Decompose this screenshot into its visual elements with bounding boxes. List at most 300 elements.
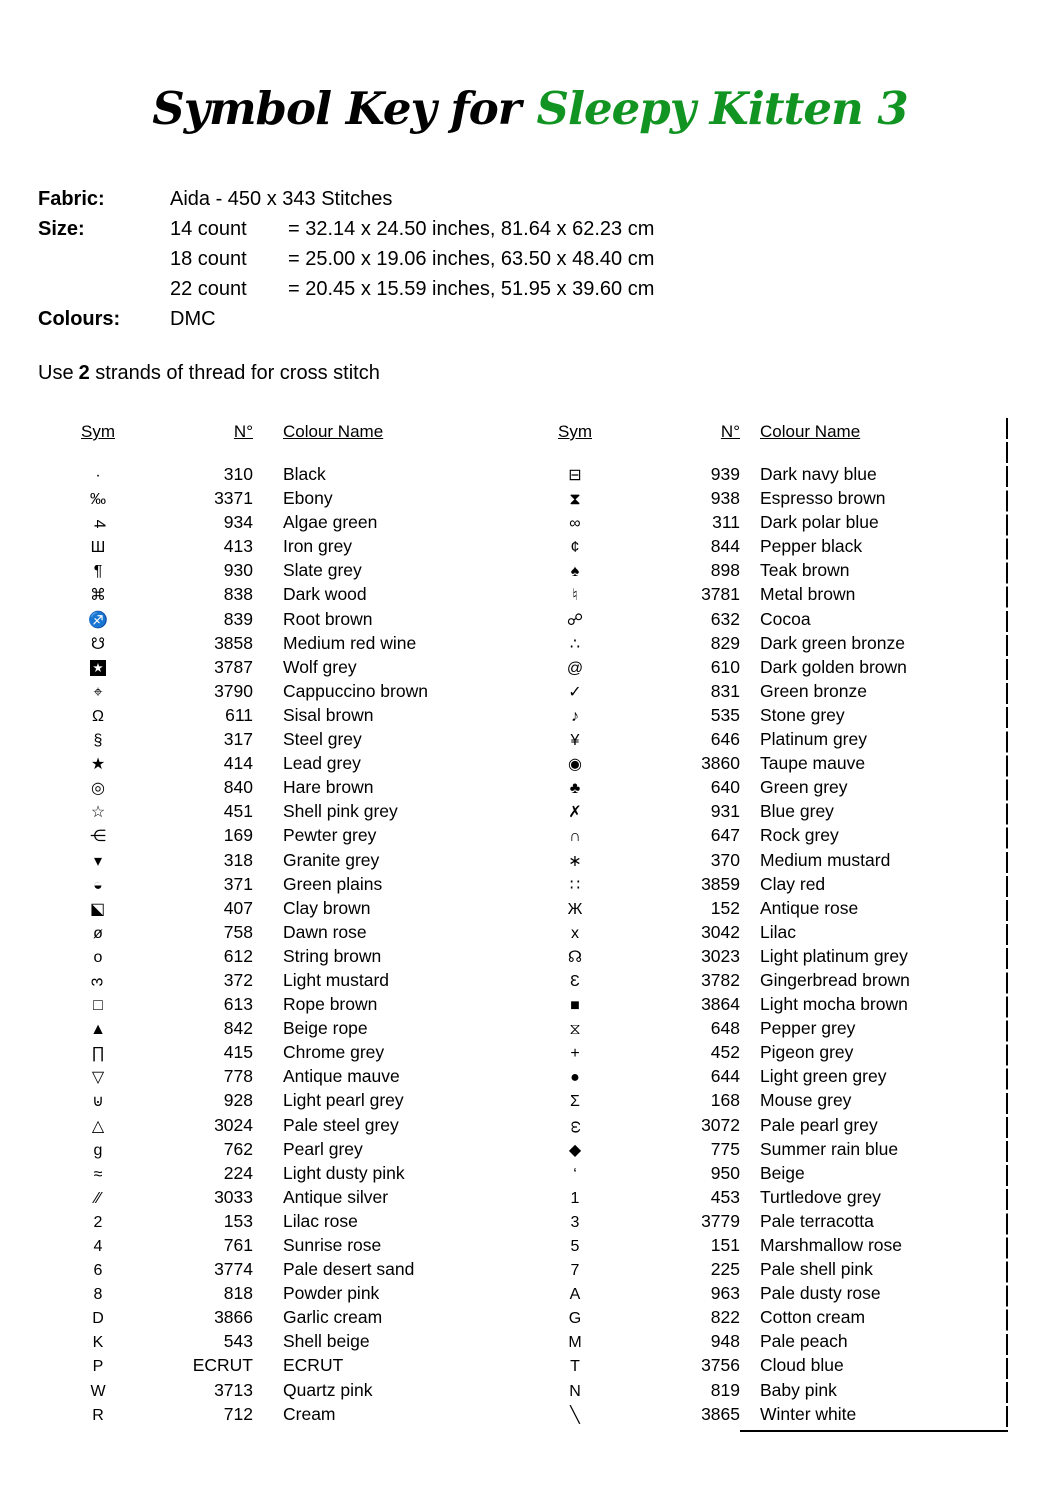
stitch-symbol: § [93, 732, 103, 750]
fabric-label: Fabric: [38, 188, 105, 210]
colour-name-cell: Dawn rose [283, 921, 367, 942]
colour-name-cell: Dark green bronze [760, 632, 905, 653]
stitch-symbol: ▲ [90, 1021, 106, 1039]
dmc-number-cell: 415 [223, 1042, 253, 1063]
dmc-number-cell: 3042 [701, 921, 740, 942]
dmc-number-cell: 950 [710, 1162, 740, 1183]
table-row [58, 1329, 518, 1353]
dmc-number-cell: 543 [223, 1331, 253, 1352]
stitch-symbol: ⌘ [90, 587, 106, 605]
dmc-number-cell: 818 [223, 1283, 253, 1304]
table-row [530, 1137, 1007, 1161]
dmc-number-cell: 3864 [701, 994, 740, 1015]
symbol-cell [58, 510, 138, 534]
size-count: 14 count [170, 218, 247, 240]
colour-name-cell: Dark golden brown [760, 656, 907, 677]
stitch-symbol: ☆ [90, 804, 106, 822]
stitch-symbol: ⧗ [569, 491, 581, 509]
stitch-symbol: Ɛ [570, 972, 580, 990]
table-row [530, 534, 1007, 558]
dmc-number-cell: 3774 [214, 1259, 253, 1280]
stitch-symbol: ★ [90, 756, 106, 774]
table-row [58, 896, 518, 920]
colour-name-cell: Lilac [760, 921, 796, 942]
dmc-number-cell: 3779 [701, 1210, 740, 1231]
stitch-symbol: ♮ [572, 587, 578, 605]
dmc-number-cell: 778 [223, 1066, 253, 1087]
dmc-number-cell: 3866 [214, 1307, 253, 1328]
symbol-cell [58, 1088, 138, 1112]
stitch-symbol: g [93, 1141, 103, 1159]
symbol-cell [530, 848, 620, 872]
stitch-symbol: + [570, 1045, 580, 1063]
table-row [58, 1281, 518, 1305]
colour-name-cell: Rock grey [760, 825, 839, 846]
colour-name-cell: Marshmallow rose [760, 1235, 902, 1255]
stitch-symbol: ★ [90, 660, 106, 676]
colour-name-cell: Pepper grey [760, 1018, 856, 1039]
table-row [58, 1161, 518, 1185]
colour-name-cell: Chrome grey [283, 1042, 385, 1063]
header-sym: Sym [81, 422, 115, 441]
table-row [530, 823, 1007, 847]
table-row [58, 968, 518, 992]
table-row [530, 848, 1007, 872]
size-count: 22 count [170, 278, 247, 300]
stitch-symbol: ≈ [93, 1165, 103, 1183]
dmc-number-cell: 761 [223, 1235, 253, 1255]
stitch-symbol: K [92, 1334, 104, 1352]
colour-name-cell: Cotton cream [760, 1307, 866, 1328]
symbol-cell [530, 799, 620, 823]
dmc-number-cell: 948 [710, 1331, 740, 1352]
stitch-symbol: 7 [570, 1262, 580, 1280]
symbol-cell [530, 703, 620, 727]
page-title [0, 82, 1060, 135]
table-row [58, 1064, 518, 1088]
colour-name-cell: Black [283, 464, 326, 484]
symbol-cell [58, 534, 138, 558]
colour-name-cell: Pale desert sand [283, 1259, 415, 1280]
symbol-cell [530, 607, 620, 631]
stitch-symbol: ∏ [91, 1045, 105, 1063]
table-row [58, 1209, 518, 1233]
symbol-cell [530, 751, 620, 775]
dmc-number-cell: 930 [223, 560, 253, 581]
colour-name-cell: Medium mustard [760, 849, 891, 870]
colour-name-cell: Steel grey [283, 729, 362, 750]
colour-name-cell: Shell pink grey [283, 801, 398, 822]
stitch-symbol: N [569, 1382, 581, 1400]
stitch-symbol: ⊍ [92, 1093, 104, 1111]
stitch-symbol: 5 [570, 1238, 580, 1255]
table-row [530, 799, 1007, 823]
colour-name-cell: Gingerbread brown [760, 969, 910, 990]
symbol-cell [530, 1016, 620, 1040]
stitch-symbol: M [568, 1334, 582, 1352]
stitch-symbol: 1 [570, 1189, 580, 1207]
symbol-cell [58, 1113, 138, 1137]
strands-prefix: Use [38, 362, 74, 384]
dmc-number-cell: 372 [223, 969, 253, 990]
symbol-cell [58, 1040, 138, 1064]
colour-name-cell: Baby pink [760, 1379, 837, 1400]
colour-name-cell: Espresso brown [760, 488, 886, 509]
table-row [530, 1233, 1007, 1257]
table-row [530, 944, 1007, 968]
colour-name-cell: Quartz pink [283, 1379, 373, 1400]
symbol-cell [58, 992, 138, 1016]
table-row [58, 751, 518, 775]
fabric-value: Aida - 450 x 343 Stitches [170, 188, 393, 210]
table-row [530, 920, 1007, 944]
dmc-number-cell: 318 [223, 849, 253, 870]
dmc-number-cell: 939 [710, 464, 740, 484]
colour-name-cell: Clay brown [283, 897, 371, 918]
stitch-symbol: @ [566, 659, 584, 677]
colour-name-cell: Medium red wine [283, 632, 417, 653]
stitch-symbol: ▽ [91, 1069, 105, 1087]
header-sym: Sym [558, 422, 592, 441]
colour-name-cell: Summer rain blue [760, 1138, 899, 1159]
dmc-number-cell: 371 [223, 873, 253, 894]
stitch-symbol: ☋ [90, 635, 106, 653]
stitch-symbol: Ж [567, 900, 583, 918]
table-row [58, 1233, 518, 1257]
stitch-symbol: 4 [90, 519, 108, 529]
size-dims: = 20.45 x 15.59 inches, 51.95 x 39.60 cm [288, 278, 655, 300]
symbol-cell [530, 944, 620, 968]
symbol-cell [58, 1137, 138, 1161]
table-row [530, 896, 1007, 920]
symbol-cell [58, 1281, 138, 1305]
stitch-symbol: D [92, 1310, 104, 1328]
symbol-cell [530, 1088, 620, 1112]
stitch-symbol: ♐ [88, 611, 108, 629]
table-row [530, 655, 1007, 679]
colour-name-cell: Mouse grey [760, 1090, 852, 1111]
dmc-number-cell: 3713 [214, 1379, 253, 1400]
table-row [58, 607, 518, 631]
stitch-symbol: Ω [92, 707, 104, 725]
table-row [530, 992, 1007, 1016]
dmc-number-cell: 451 [223, 801, 253, 822]
colour-name-cell: Sisal brown [283, 704, 374, 725]
symbol-cell [58, 1329, 138, 1353]
dmc-number-cell: 838 [223, 584, 253, 605]
table-row [530, 1113, 1007, 1137]
table-row [58, 1378, 518, 1402]
table-row [58, 1257, 518, 1281]
size-dims: = 25.00 x 19.06 inches, 63.50 x 48.40 cm [288, 248, 655, 270]
colour-name-cell: Pale dusty rose [760, 1283, 881, 1304]
colour-name-cell: Platinum grey [760, 729, 867, 750]
dmc-number-cell: 407 [223, 897, 253, 918]
dmc-number-cell: 3781 [701, 584, 740, 605]
dmc-number-cell: 819 [710, 1379, 740, 1400]
symbol-cell [530, 920, 620, 944]
table-row [58, 558, 518, 582]
symbol-cell [58, 727, 138, 751]
stitch-symbol: ¥ [570, 732, 580, 750]
header-colour-name: Colour Name [760, 422, 861, 441]
symbol-cell [530, 872, 620, 896]
size-line [170, 274, 654, 304]
dmc-number-cell: 3023 [701, 945, 740, 966]
symbol-cell [530, 534, 620, 558]
stitch-symbol: ⊟ [568, 467, 582, 484]
stitch-symbol: ▾ [93, 852, 103, 870]
symbol-cell [530, 558, 620, 582]
colour-name-cell: Pale pearl grey [760, 1114, 878, 1135]
symbol-table-right [530, 420, 1007, 1426]
colour-name-cell: Cocoa [760, 608, 811, 629]
colour-name-cell: Pearl grey [283, 1138, 363, 1159]
stitch-symbol: 2 [93, 1213, 103, 1231]
symbol-cell [530, 631, 620, 655]
dmc-number-cell: 775 [710, 1138, 740, 1159]
symbol-cell [58, 486, 138, 510]
stitch-symbol: ‰ [90, 491, 106, 509]
colour-name-cell: Light pearl grey [283, 1090, 404, 1111]
stitch-symbol: P [92, 1358, 104, 1376]
colour-name-cell: Garlic cream [283, 1307, 383, 1328]
symbol-cell [58, 1161, 138, 1185]
dmc-number-cell: 370 [710, 849, 740, 870]
colour-name-cell: Taupe mauve [760, 753, 866, 774]
spacer [38, 244, 170, 274]
table-row [58, 848, 518, 872]
table-row [530, 1209, 1007, 1233]
colour-name-cell: Cloud blue [760, 1355, 844, 1376]
table-row [530, 1185, 1007, 1209]
stitch-symbol: ⧖ [569, 1021, 581, 1039]
colour-name-cell: Beige [760, 1162, 805, 1183]
table-row [530, 751, 1007, 775]
symbol-cell [58, 582, 138, 606]
symbol-cell [58, 823, 138, 847]
symbol-cell [530, 1233, 620, 1257]
dmc-number-cell: 3860 [701, 753, 740, 774]
stitch-symbol: Σ [570, 1093, 580, 1111]
dmc-number-cell: 151 [710, 1235, 740, 1255]
header-colour-name: Colour Name [283, 422, 384, 441]
symbol-cell [530, 1185, 620, 1209]
dmc-number-cell: 168 [710, 1090, 740, 1111]
dmc-number-cell: 610 [710, 656, 740, 677]
stitch-symbol: ∗ [568, 852, 582, 870]
table-row [58, 1185, 518, 1209]
stitch-symbol: · [95, 467, 101, 484]
colour-name-cell: Pepper black [760, 536, 863, 557]
colour-name-cell: Blue grey [760, 801, 834, 822]
colour-name-cell: Dark navy blue [760, 464, 877, 484]
symbol-cell [530, 1137, 620, 1161]
table-row [58, 486, 518, 510]
strands-note [38, 362, 385, 385]
symbol-cell [530, 1378, 620, 1402]
table-row [530, 1329, 1007, 1353]
dmc-number-cell: 612 [223, 945, 253, 966]
dmc-number-cell: 452 [710, 1042, 740, 1063]
symbol-cell [58, 968, 138, 992]
table-row [530, 727, 1007, 751]
colour-name-cell: Winter white [760, 1403, 857, 1424]
table-row [530, 1161, 1007, 1185]
colours-label: Colours: [38, 308, 121, 330]
size-line [170, 244, 654, 274]
dmc-number-cell: 931 [710, 801, 740, 822]
stitch-symbol: ∴ [569, 635, 581, 653]
table-row [58, 872, 518, 896]
stitch-symbol: ● [570, 1069, 580, 1087]
stitch-symbol: ◎ [91, 780, 105, 798]
dmc-number-cell: 839 [223, 608, 253, 629]
colour-name-cell: Iron grey [283, 536, 353, 557]
dmc-number-cell: 3858 [214, 632, 253, 653]
symbol-cell [530, 510, 620, 534]
stitch-symbol: △ [91, 1117, 105, 1135]
colour-name-cell: Antique mauve [283, 1066, 400, 1087]
stitch-symbol: ø [93, 924, 103, 942]
symbol-cell [58, 703, 138, 727]
dmc-number-cell: 928 [223, 1090, 253, 1111]
colour-name-cell: Green plains [283, 873, 383, 894]
colour-name-cell: Light platinum grey [760, 945, 908, 966]
table-row [58, 1040, 518, 1064]
dmc-number-cell: 640 [710, 777, 740, 798]
symbol-cell [530, 1305, 620, 1329]
stitch-symbol: Ш [90, 539, 106, 557]
stitch-symbol: ✗ [568, 804, 582, 822]
symbol-cell [530, 1113, 620, 1137]
colour-name-cell: Pigeon grey [760, 1042, 854, 1063]
dmc-number-cell: 758 [223, 921, 253, 942]
table-row [58, 944, 518, 968]
colour-name-cell: Pale terracotta [760, 1210, 874, 1231]
colour-name-cell: Wolf grey [283, 656, 357, 677]
symbol-cell [530, 775, 620, 799]
symbol-cell [58, 607, 138, 631]
stitch-symbol: 8 [93, 1286, 103, 1304]
dmc-number-cell: 453 [710, 1186, 740, 1207]
symbol-cell [530, 1281, 620, 1305]
stitch-symbol: 3 [570, 1213, 580, 1231]
dmc-number-cell: 829 [710, 632, 740, 653]
title-prefix: Symbol Key for [152, 82, 521, 135]
colour-name-cell: Granite grey [283, 849, 380, 870]
table-row [58, 1088, 518, 1112]
colour-name-cell: Hare brown [283, 777, 374, 798]
colour-name-cell: Cream [283, 1403, 336, 1424]
symbol-cell [58, 1257, 138, 1281]
size-count: 18 count [170, 248, 247, 270]
table-row [530, 1064, 1007, 1088]
dmc-number-cell: 414 [223, 753, 253, 774]
stitch-symbol: G [568, 1310, 582, 1328]
stitch-symbol: ‘ [573, 1165, 577, 1183]
symbol-cell [530, 1161, 620, 1185]
stitch-symbol: ⋲ [90, 828, 106, 846]
colour-name-cell: Green grey [760, 777, 848, 798]
stitch-symbol: ✓ [568, 683, 582, 701]
symbol-cell [58, 848, 138, 872]
colour-name-cell: Dark polar blue [760, 512, 879, 533]
symbol-cell [530, 582, 620, 606]
stitch-symbol: ♠ [570, 563, 580, 581]
table-header [58, 420, 518, 444]
table-row [58, 582, 518, 606]
symbol-cell [530, 486, 620, 510]
stitch-symbol: A [569, 1286, 581, 1304]
dmc-number-cell: 3024 [214, 1114, 253, 1135]
table-row [530, 1016, 1007, 1040]
stitch-symbol: ☍ [566, 611, 584, 629]
colour-name-cell: Ebony [283, 488, 333, 509]
dmc-number-cell: 611 [225, 704, 253, 725]
colour-name-cell: Pale peach [760, 1331, 848, 1352]
stitch-symbol: ◆ [568, 1141, 582, 1159]
stitch-symbol: 3 [88, 977, 106, 987]
symbol-cell [530, 1064, 620, 1088]
spacer [38, 274, 170, 304]
colour-name-cell: Pale shell pink [760, 1259, 873, 1280]
dmc-number-cell: 842 [223, 1018, 253, 1039]
colour-name-cell: ECRUT [283, 1355, 344, 1376]
stitch-symbol: ⌖ [93, 683, 103, 701]
symbol-cell [58, 920, 138, 944]
table-row [58, 1402, 518, 1426]
table-row [530, 631, 1007, 655]
colour-name-cell: Algae green [283, 512, 378, 533]
dmc-number-cell: 632 [710, 608, 740, 629]
table-row [58, 1137, 518, 1161]
dmc-number-cell: 644 [710, 1066, 740, 1087]
colour-name-cell: Rope brown [283, 994, 378, 1015]
dmc-number-cell: 224 [223, 1162, 253, 1183]
stitch-symbol: ∞ [569, 515, 581, 533]
symbol-cell [58, 631, 138, 655]
symbol-cell [530, 1209, 620, 1233]
table-row [530, 775, 1007, 799]
table-row [58, 631, 518, 655]
stitch-symbol: ¶ [93, 563, 103, 581]
colour-name-cell: Light green grey [760, 1066, 887, 1087]
symbol-cell [530, 968, 620, 992]
table-row [530, 679, 1007, 703]
table-row [58, 462, 518, 486]
colour-name-cell: Sunrise rose [283, 1235, 382, 1255]
table-row [530, 1353, 1007, 1377]
dmc-number-cell: 169 [223, 825, 253, 846]
symbol-cell [530, 462, 620, 486]
colour-name-cell: Antique rose [760, 897, 859, 918]
stitch-symbol: ◉ [568, 756, 582, 774]
colour-name-cell: Root brown [283, 608, 373, 629]
table-row [58, 992, 518, 1016]
symbol-cell [58, 944, 138, 968]
colour-name-cell: String brown [283, 945, 382, 966]
colour-name-cell: Light dusty pink [283, 1162, 405, 1183]
stitch-symbol: ◪ [90, 900, 106, 918]
colour-name-cell: Shell beige [283, 1331, 370, 1352]
stitch-symbol: ♪ [571, 707, 579, 725]
size-label: Size: [38, 218, 85, 240]
table-row [58, 1305, 518, 1329]
symbol-cell [530, 896, 620, 920]
stitch-symbol: 6 [93, 1262, 103, 1280]
stitch-symbol: W [90, 1382, 106, 1400]
